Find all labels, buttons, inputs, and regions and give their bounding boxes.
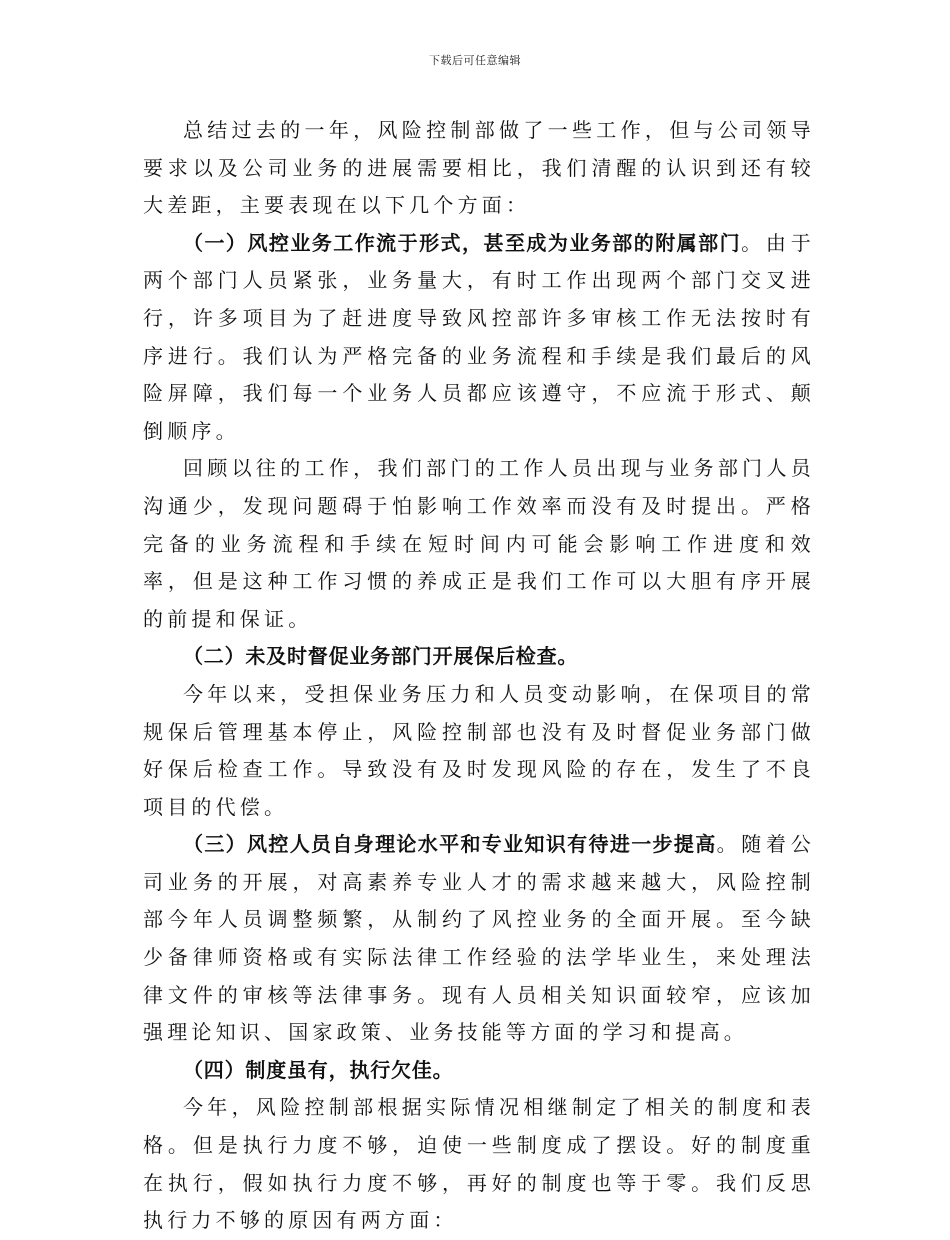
page-header: 下载后可任意编辑	[429, 54, 521, 67]
paragraph-section-3	[143, 826, 815, 1052]
paragraph-text: 总结过去的一年，风险控制部做了一些工作，但与公司领导要求以及公司业务的进展需要相比，我们清醒的认识到还有较大差距，主要表现在以下几个方面：	[143, 118, 815, 218]
section-heading: （三）风控人员自身理论水平和专业知识有待进一步提高	[183, 832, 717, 857]
paragraph-text: 回顾以往的工作，我们部门的工作人员出现与业务部门人员沟通少，发现问题碍于怕影响工作效率而没有及时提出。严格完备的业务流程和手续在短时间内可能会影响工作进度和效率，但是这种工作习惯的养成正是我们工作可以大胆有序开展的前提和保证。	[143, 456, 815, 631]
paragraph-review	[143, 450, 815, 638]
paragraph-section-1	[143, 225, 815, 451]
paragraph-text: 。随着公司业务的开展，对高素养专业人才的需求越来越大，风险控制部今年人员调整频繁，从制约了风控业务的全面开展。至今缺少备律师资格或有实际法律工作经验的法学毕业生，来处理法律文件的审核等法律事务。现有人员相关知识面较窄，应该加强理论知识、国家政策、业务技能等方面的学习和提高。	[143, 832, 815, 1045]
paragraph-text: 今年以来，受担保业务压力和人员变动影响，在保项目的常规保后管理基本停止，风险控制部也没有及时督促业务部门做好保后检查工作。导致没有及时发现风险的存在，发生了不良项目的代偿。	[143, 681, 815, 819]
paragraph-section-2	[143, 638, 815, 676]
paragraph-post-guarantee	[143, 676, 815, 826]
section-heading: （一）风控业务工作流于形式，甚至成为业务部的附属部门	[183, 230, 742, 255]
document-body	[143, 112, 815, 1240]
paragraph-section-4	[143, 1052, 815, 1090]
section-heading: （二）未及时督促业务部门开展保后检查。	[183, 644, 579, 669]
section-heading: （四）制度虽有，执行欠佳。	[183, 1057, 454, 1082]
paragraph-intro	[143, 112, 815, 225]
paragraph-execution	[143, 1089, 815, 1239]
paragraph-text: 。由于两个部门人员紧张，业务量大，有时工作出现两个部门交叉进行，许多项目为了赶进度导致风控部许多审核工作无法按时有序进行。我们认为严格完备的业务流程和手续是我们最后的风险屏障，我们每一个业务人员都应该遵守，不应流于形式、颠倒顺序。	[143, 230, 815, 443]
paragraph-text: 今年，风险控制部根据实际情况相继制定了相关的制度和表格。但是执行力度不够，迫使一些制度成了摆设。好的制度重在执行，假如执行力度不够，再好的制度也等于零。我们反思执行力不够的原因有两方面：	[143, 1095, 815, 1233]
